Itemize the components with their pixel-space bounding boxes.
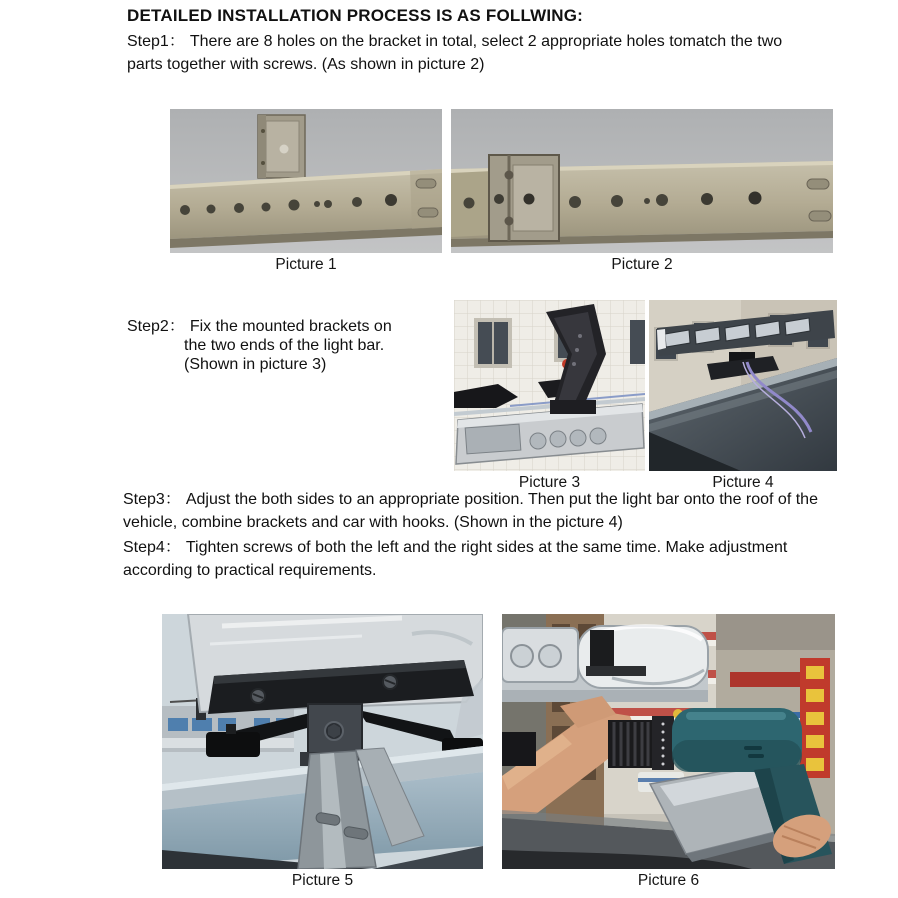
step-2-label: Step2： <box>127 318 185 335</box>
figure-picture-6 <box>502 614 835 889</box>
step-1 <box>127 30 807 76</box>
step-2 <box>127 317 412 374</box>
step-3-label: Step3： <box>123 491 181 508</box>
step-4 <box>123 536 823 582</box>
step-1-text: There are 8 holes on the bracket in total, select 2 appropriate holes tomatch the two parts together with screws. (As shown in picture 2) <box>127 33 783 73</box>
step-4-text: Tighten screws of both the left and the right sides at the same time. Make adjustment according to practical requirements. <box>123 539 788 579</box>
figure-picture-4 <box>649 300 837 491</box>
figure-picture-1 <box>170 109 442 273</box>
step-4-label: Step4： <box>123 539 181 556</box>
photo-lightbar-on-roof <box>649 300 837 471</box>
caption-picture-6: Picture 6 <box>637 872 700 889</box>
step-3 <box>123 488 819 534</box>
caption-picture-1: Picture 1 <box>275 256 337 273</box>
caption-picture-4: Picture 4 <box>712 474 774 491</box>
step-3-text: Adjust the both sides to an appropriate position. Then put the light bar onto the roof of the vehicle, combine brackets and car with hooks. (Shown in the picture 4) <box>123 491 818 531</box>
figure-picture-5 <box>162 614 483 889</box>
caption-picture-2: Picture 2 <box>611 256 673 273</box>
caption-picture-3: Picture 3 <box>518 474 581 491</box>
caption-picture-5: Picture 5 <box>291 872 354 889</box>
photo-drill-tightening <box>502 614 835 869</box>
photo-bracket-and-bar <box>170 109 442 253</box>
figure-picture-2 <box>451 109 833 273</box>
figure-picture-3 <box>454 300 645 491</box>
page-title: DETAILED INSTALLATION PROCESS IS AS FOLLWING: <box>127 6 584 25</box>
step-1-label: Step1： <box>127 33 185 50</box>
photo-strap-on-roof-rail <box>162 614 483 869</box>
photo-bracket-on-lightbar <box>454 300 645 471</box>
step-2-text: Fix the mounted brackets on the two ends of the light bar. (Shown in picture 3) <box>184 318 392 373</box>
photo-bracket-on-bar <box>451 109 833 253</box>
